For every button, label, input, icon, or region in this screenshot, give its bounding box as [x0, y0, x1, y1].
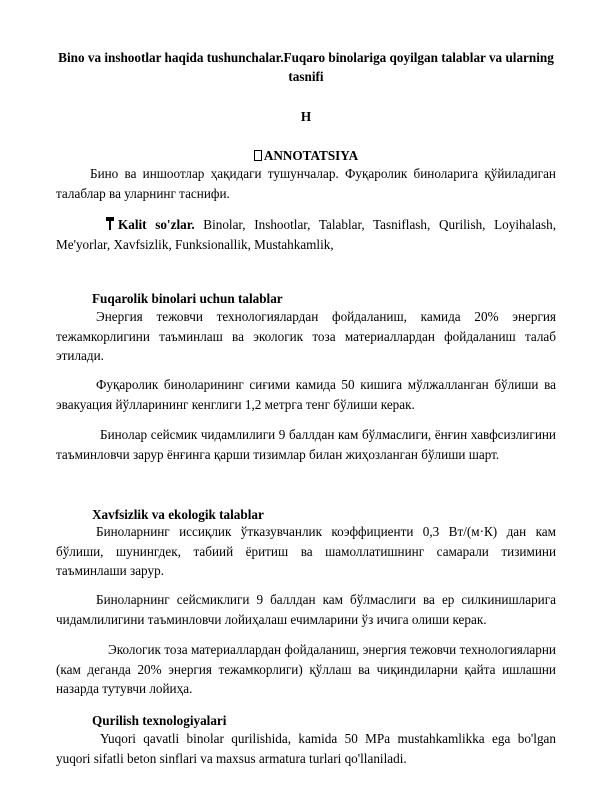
paragraph: Биноларнинг сейсмиклиги 9 баллдан кам бўлмаслиги ва ер силкинишларига чидамлилигини таъминловчи лойиҳалаш ечимларини ўз ичига олиши керак.	[56, 592, 556, 627]
section-heading: Xavfsizlik va ekologik talablar	[92, 507, 264, 522]
keywords-text: Binolar, Inshootlar, Talablar, Tasniflash, Qurilish, Loyihalash, Me'yorlar, Xavfsizlik, Funksionallik, Mustahkamlik,	[56, 217, 556, 252]
missing-glyph-icon	[254, 150, 262, 161]
document-title: Bino va inshootlar haqida tushunchalar.Fuqaro binolariga qoyilgan talablar va ularning tasnifi	[58, 50, 554, 84]
keywords-paragraph	[56, 215, 556, 254]
section-heading: Qurilish texnologiyalari	[92, 713, 227, 728]
paragraph: Биноларнинг иссиқлик ўтказувчанлик коэффициенти 0,3 Вт/(м·К) дан кам бўлиши, шунингдек, табиий ёритиш ва шамоллатишнинг самарали тизимини таъминлаши зарур.	[56, 524, 556, 578]
paragraph: Фуқаролик биноларининг сиғими камида 50 кишига мўлжалланган бўлиши ва эвакуация йўлларининг кенглиги 1,2 метрга тенг бўлиши керак.	[56, 377, 556, 412]
section-heading: Fuqarolik binolari uchun talablar	[92, 291, 283, 306]
key-icon	[106, 217, 114, 230]
paragraph: Энергия тежовчи технологиялардан фойдаланиш, камида 20% энергия тежамкорлигини таъминлаш ва экологик тоза материаллардан фойдаланиш талаб этилади.	[56, 309, 556, 363]
annotation-heading: ANNOTATSIYA	[263, 148, 359, 163]
paragraph: Yuqori qavatli binolar qurilishida, kamida 50 MPa mustahkamlikka ega bo'lgan yuqori sifatli beton sinflari va maxsus armatura turlari qo'llaniladi.	[56, 731, 556, 766]
keywords-label: Kalit so'zlar.	[118, 217, 195, 232]
section-letter: H	[300, 109, 312, 124]
annotation-heading-row	[56, 146, 556, 166]
paragraph: Экологик тоза материаллардан фойдаланиш, энергия тежовчи технологияларни (кам деганда 20% энергия тежамкорлиги) қўллаш ва чиқиндиларни қайта ишлашни назарда тутувчи лойиҳа.	[56, 642, 556, 696]
paragraph: Бинолар сейсмик чидамлилиги 9 баллдан кам бўлмаслиги, ёнғин хавфсизлигини таъминловчи зарур ёнғинга қарши тизимлар билан жиҳозланган бўлиши шарт.	[56, 427, 556, 462]
annotation-text: Бино ва иншоотлар ҳақидаги тушунчалар. Фуқаролик биноларига қўйиладиган талаблар ва уларнинг таснифи.	[56, 166, 556, 201]
